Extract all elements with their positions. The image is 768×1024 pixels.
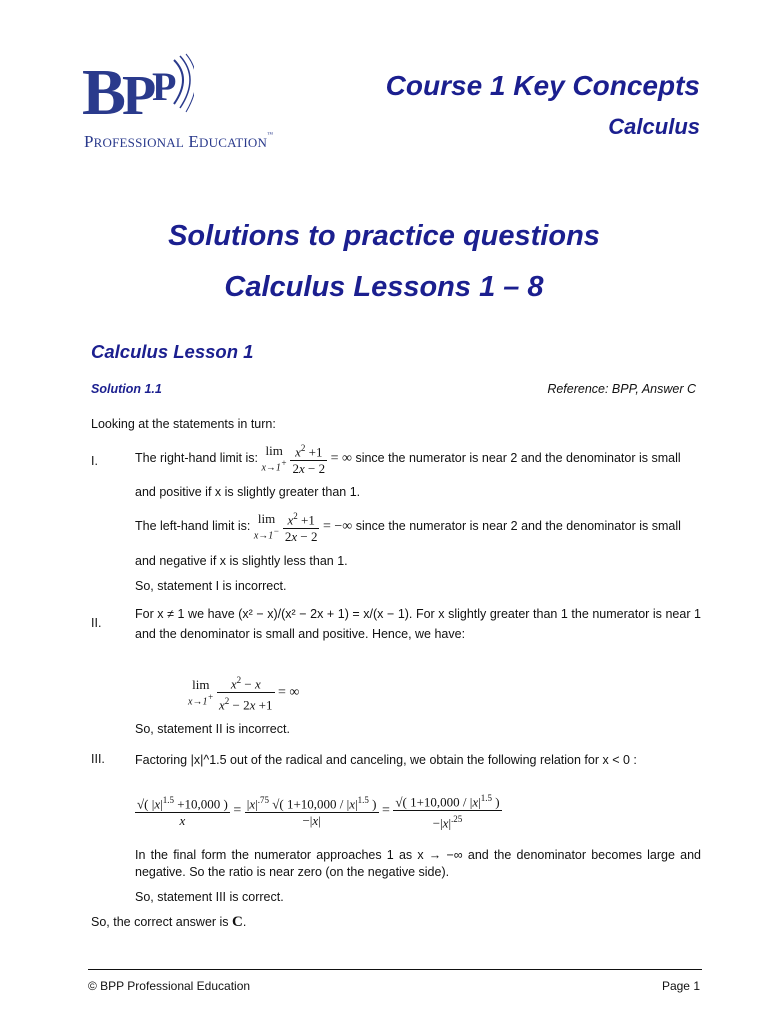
lim-expr: lim x→1− [253,510,280,541]
answer-letter: C [232,914,243,930]
part-3-number: III. [91,752,105,766]
fraction: $\frac{√( 1+10,000 / |x|^{1.5} )}{-|x|^{.25}}$ [393,790,501,832]
lim-expr: lim x→1+ [261,442,287,473]
fraction: $\frac{x^2 +1}{2x - 2}$ [290,440,327,477]
solution-label: Solution 1.1 [91,382,162,396]
footer-divider [88,969,702,970]
part-2-conclusion: So, statement II is incorrect. [135,722,290,736]
part-1-right-limit-cont: and positive if x is slightly greater than 1. [135,485,361,499]
part-1-left-limit-cont: and negative if x is slightly less than 1. [135,554,348,568]
lim-expr: lim x→1+ [188,676,214,707]
intro-text: Looking at the statements in turn: [91,417,276,431]
part-3-equation: $\frac{√( |x|^{1.5} +10,000 )}{x}$ = $\frac{|x|^{.75} √( 1+10,000 / |x|^{1.5} )}{-|x|}$ = $\frac{√( 1+10,000 / |x|^{1.5} )}{-|x|^{.25}}$ [135,790,502,832]
part-3-lead: Factoring |x|^1.5 out of the radical and canceling, we obtain the following relation for x < 0 : [135,753,637,767]
part-3-conclusion: So, statement III is correct. [135,890,284,904]
svg-text:B: B [82,56,127,128]
part-2-number: II. [91,616,102,630]
fraction: $\frac{x^2 +1}{2x - 2}$ [283,508,320,545]
footer-page-number: Page 1 [661,979,700,993]
final-answer: So, the correct answer is C. [91,914,247,930]
part-2-paragraph: For x ≠ 1 we have (x² − x)/(x² − 2x + 1) = x/(x − 1). For x slightly greater than 1 the numerator is near 1 and the denominator is small and positive. Hence, we have: [135,607,701,641]
svg-text:P: P [152,64,177,109]
bpp-logo-mark [82,52,194,128]
part-1-number: I. [91,454,98,468]
course-title: Course 1 Key Concepts [385,70,700,101]
part-1-right-limit: The right-hand limit is: lim x→1+ $\frac{x^2 +1}{2x - 2}$ = ∞ since the numerator is near 2 and the denominator is small [135,440,681,477]
fraction: $\frac{|x|^{.75} √( 1+10,000 / |x|^{1.5} )}{-|x|}$ [245,792,379,829]
solution-reference: Reference: BPP, Answer C [547,382,696,396]
part-1-conclusion: So, statement I is incorrect. [135,579,287,593]
page-title: Solutions to practice questions [168,220,600,252]
logo-wordmark: PROFESSIONAL EDUCATION™ [84,132,274,151]
part-3-explanation: In the final form the numerator approaches 1 as x → −∞ and the denominator becomes large and negative. So the ratio is near zero (on the negative side). [135,848,701,879]
part-1-left-limit: The left-hand limit is: lim x→1− $\frac{x^2 +1}{2x - 2}$ = −∞ since the numerator is near 2 and the denominator is small [135,508,681,545]
bpp-logo [82,52,274,152]
part-2-limit-display: lim x→1+ $\frac{x^2 - x}{x^2 - 2x +1}$ = ∞ [188,672,299,714]
footer-copyright: © BPP Professional Education [88,979,251,993]
fraction: $\frac{√( |x|^{1.5} +10,000 )}{x}$ [135,792,230,829]
course-subtitle: Calculus [608,114,700,139]
lesson-heading: Calculus Lesson 1 [91,341,254,362]
svg-text:P: P [122,65,157,127]
fraction: $\frac{x^2 - x}{x^2 - 2x +1}$ [217,672,275,714]
page-subtitle: Calculus Lessons 1 – 8 [224,271,544,303]
